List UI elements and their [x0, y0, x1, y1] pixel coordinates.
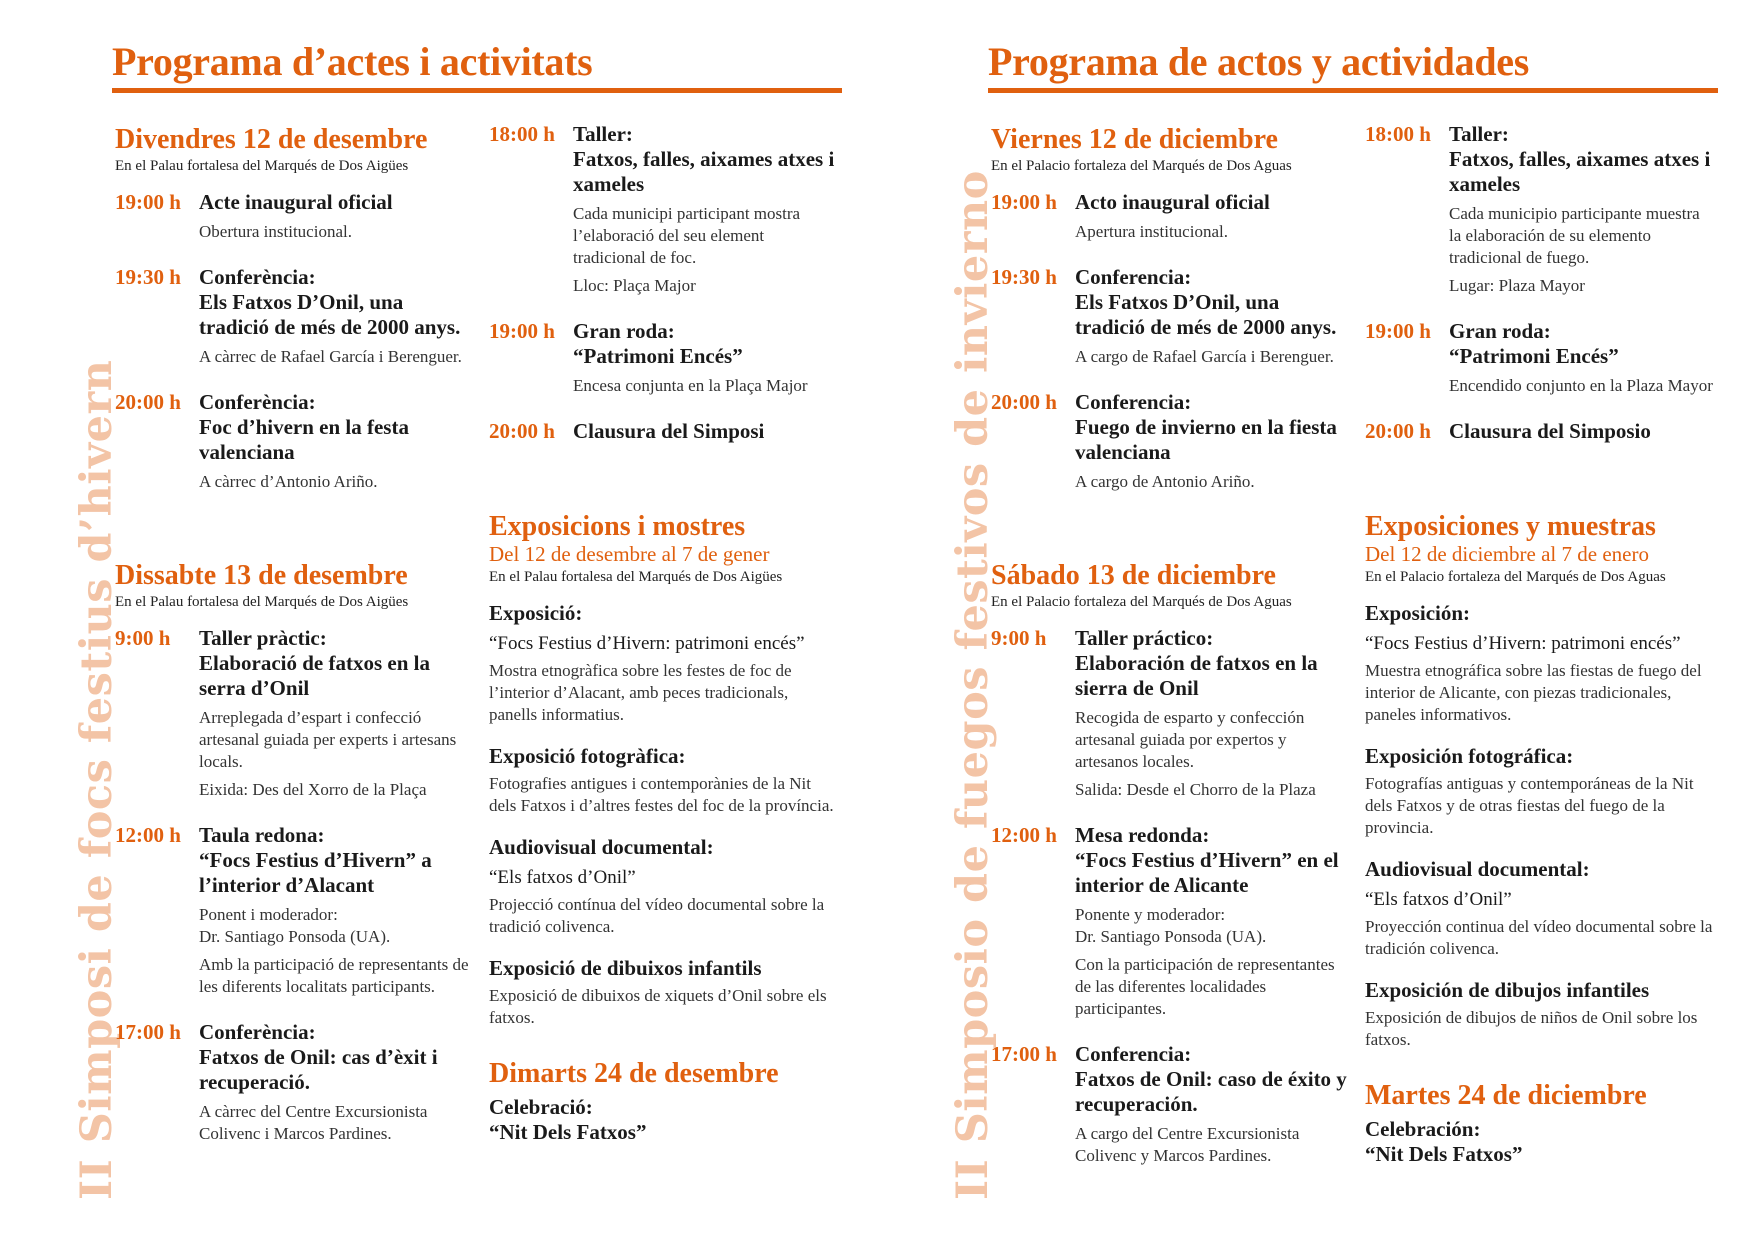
exhibit-description: Projecció contínua del vídeo documental sobre la tradició colivenca.: [489, 895, 825, 936]
title-rule: [112, 88, 842, 93]
event-description: Cada municipio participante muestra la elaboración de su elemento tradicional de fuego.: [1449, 204, 1700, 267]
schedule-event: [991, 1042, 1351, 1167]
event-description: Amb la participació de representants de les diferents localitats participants.: [199, 955, 469, 996]
day-title: Divendres 12 de desembre: [115, 124, 428, 155]
schedule-event: [115, 190, 475, 243]
spacer: [1365, 466, 1715, 512]
event-description: Ponente y moderador: Dr. Santiago Ponsoda (UA).: [1075, 905, 1267, 946]
event-description: A cargo del Centre Excursionista Colivenc y Marcos Pardines.: [1075, 1124, 1300, 1165]
event-heading: Taula redona: “Focs Festius d’Hivern” a l’interior d’Alacant: [199, 823, 432, 897]
event-body: [199, 265, 475, 368]
event-description: Lugar: Plaza Mayor: [1449, 276, 1585, 295]
exhibit-title: Exposició de dibuixos infantils: [489, 956, 762, 980]
schedule-event: [115, 390, 475, 493]
event-time: 9:00 h: [991, 626, 1047, 650]
event-body: [1075, 390, 1351, 493]
section-title: Exposiciones y muestras: [1365, 511, 1656, 542]
event-time: 18:00 h: [489, 122, 555, 146]
exhibit-quote: “Focs Festius d’Hivern: patrimoni encés”: [1365, 633, 1681, 654]
column-2: [1365, 122, 1715, 1189]
event-time: 19:30 h: [115, 265, 181, 289]
event-time: 19:00 h: [489, 319, 555, 343]
schedule-event: [1365, 419, 1715, 444]
event-body: [1075, 190, 1351, 243]
event-description: Cada municipi participant mostra l’elaboració del seu element tradicional de foc.: [573, 204, 801, 267]
schedule-event: [991, 265, 1351, 368]
schedule-event: [1365, 122, 1715, 297]
section-title: Exposicions i mostres: [489, 511, 746, 542]
schedule-event: [991, 390, 1351, 493]
event-heading: Taller: Fatxos, falles, aixames atxes i xameles: [573, 122, 835, 196]
event-heading: Clausura del Simposi: [573, 419, 765, 443]
event-time: 20:00 h: [115, 390, 181, 414]
right-panel: [988, 0, 1718, 1241]
event-description: Eixida: Des del Xorro de la Plaça: [199, 780, 427, 799]
event-description: A càrrec de Rafael García i Berenguer.: [199, 347, 462, 366]
schedule-event: [489, 122, 839, 297]
exhibit-title: Audiovisual documental:: [1365, 857, 1590, 881]
column-1: [991, 125, 1351, 1189]
day-title: Dimarts 24 de desembre: [489, 1058, 779, 1089]
schedule-event: [115, 265, 475, 368]
event-body: [1449, 319, 1715, 397]
event-description: Arreplegada d’espart i confecció artesanal guiada per experts i artesans locals.: [199, 708, 457, 771]
exhibit-description: Proyección continua del vídeo documental sobre la tradición colivenca.: [1365, 917, 1713, 958]
schedule-event: [115, 823, 475, 998]
venue-line: En el Palacio fortaleza del Marqués de Dos Aguas: [991, 158, 1292, 174]
spacer: [489, 1029, 839, 1059]
day-title: Martes 24 de diciembre: [1365, 1080, 1647, 1111]
event-heading: Celebración: “Nit Dels Fatxos”: [1365, 1117, 1523, 1166]
event-description: Recogida de esparto y confección artesanal guiada por expertos y artesanos locales.: [1075, 708, 1305, 771]
title-rule: [988, 88, 1718, 93]
event-heading: Celebració: “Nit Dels Fatxos”: [489, 1095, 647, 1144]
event-body: [573, 319, 839, 397]
event-time: 17:00 h: [115, 1020, 181, 1044]
event-time: 20:00 h: [1365, 419, 1431, 443]
event-heading: Taller: Fatxos, falles, aixames atxes i xameles: [1449, 122, 1711, 196]
event-description: A càrrec d’Antonio Ariño.: [199, 472, 378, 491]
exhibit-description: Fotografies antigues i contemporànies de la Nit dels Fatxos i d’altres festes del foc de la província.: [489, 774, 834, 815]
event-heading: Acto inaugural oficial: [1075, 190, 1270, 214]
event-body: [199, 626, 475, 801]
event-body: [573, 419, 839, 444]
event-time: 19:00 h: [115, 190, 181, 214]
event-description: Con la participación de representantes de las diferentes localidades participantes.: [1075, 955, 1335, 1018]
exhibit-description: Mostra etnogràfica sobre les festes de foc de l’interior d’Alacant, amb peces tradicionals, panells informatius.: [489, 661, 792, 724]
event-body: [573, 122, 839, 297]
event-description: Encendido conjunto en la Plaza Mayor: [1449, 376, 1713, 395]
exhibit-title: Exposición:: [1365, 601, 1471, 625]
spacer: [115, 515, 475, 561]
event-heading: Conferència: Foc d’hivern en la festa valenciana: [199, 390, 409, 464]
day-title: Sábado 13 de diciembre: [991, 560, 1276, 591]
column-2: [489, 122, 839, 1167]
event-time: 17:00 h: [991, 1042, 1057, 1066]
event-body: [1449, 122, 1715, 297]
page-title: Programa d’actes i activitats: [112, 39, 593, 84]
exhibit-description: Exposició de dibuixos de xiquets d’Onil sobre els fatxos.: [489, 986, 827, 1027]
event-description: A cargo de Antonio Ariño.: [1075, 472, 1255, 491]
event-heading: Conferencia: Fuego de invierno en la fiesta valenciana: [1075, 390, 1337, 464]
event-heading: Acte inaugural oficial: [199, 190, 393, 214]
event-body: [199, 823, 475, 998]
schedule-event: [115, 626, 475, 801]
exhibit-title: Audiovisual documental:: [489, 835, 714, 859]
day-title: Viernes 12 de diciembre: [991, 124, 1278, 155]
schedule-event: [115, 1020, 475, 1145]
event-body: [1449, 419, 1715, 444]
event-heading: Conferència: Els Fatxos D’Onil, una tradició de més de 2000 anys.: [199, 265, 461, 339]
event-description: Encesa conjunta en la Plaça Major: [573, 376, 808, 395]
schedule-event: [991, 626, 1351, 801]
left-side-title: II Simposi de focs festius d’hivern: [72, 359, 122, 1200]
venue-line: En el Palacio fortaleza del Marqués de Dos Aguas: [991, 594, 1292, 610]
event-body: [1075, 626, 1351, 801]
event-heading: Gran roda: “Patrimoni Encés”: [573, 319, 743, 368]
event-description: Apertura institucional.: [1075, 222, 1228, 241]
event-description: A càrrec del Centre Excursionista Colivenc i Marcos Pardines.: [199, 1102, 428, 1143]
spacer: [489, 466, 839, 512]
event-time: 20:00 h: [991, 390, 1057, 414]
event-description: Salida: Desde el Chorro de la Plaza: [1075, 780, 1316, 799]
schedule-event: [991, 190, 1351, 243]
event-description: Obertura institucional.: [199, 222, 352, 241]
exhibit-quote: “Els fatxos d’Onil”: [1365, 889, 1512, 910]
event-heading: Conferencia: Els Fatxos D’Onil, una tradició de més de 2000 anys.: [1075, 265, 1337, 339]
event-description: A cargo de Rafael García i Berenguer.: [1075, 347, 1334, 366]
event-time: 19:00 h: [1365, 319, 1431, 343]
left-panel: [112, 0, 842, 1241]
day-title: Dissabte 13 de desembre: [115, 560, 408, 591]
event-time: 9:00 h: [115, 626, 171, 650]
exhibit-quote: “Focs Festius d’Hivern: patrimoni encés”: [489, 633, 805, 654]
spacer: [991, 515, 1351, 561]
event-description: Ponent i moderador: Dr. Santiago Ponsoda (UA).: [199, 905, 391, 946]
column-1: [115, 125, 475, 1167]
exhibit-title: Exposició fotogràfica:: [489, 744, 686, 768]
event-time: 20:00 h: [489, 419, 555, 443]
exhibit-description: Fotografías antiguas y contemporáneas de la Nit dels Fatxos y de otras fiestas del fuego de la provincia.: [1365, 774, 1694, 837]
exhibit-title: Exposición de dibujos infantiles: [1365, 978, 1650, 1002]
event-body: [199, 390, 475, 493]
exhibit-description: Exposición de dibujos de niños de Onil sobre los fatxos.: [1365, 1008, 1698, 1049]
event-description: Lloc: Plaça Major: [573, 276, 696, 295]
event-heading: Conferencia: Fatxos de Onil: caso de éxito y recuperación.: [1075, 1042, 1347, 1116]
schedule-event: [489, 319, 839, 397]
section-dates: Del 12 de diciembre al 7 de enero: [1365, 542, 1649, 566]
venue-line: En el Palacio fortaleza del Marqués de Dos Aguas: [1365, 569, 1666, 585]
venue-line: En el Palau fortalesa del Marqués de Dos Aigües: [489, 569, 783, 585]
exhibit-description: Muestra etnográfica sobre las fiestas de fuego del interior de Alicante, con piezas tradicionales, paneles informativos.: [1365, 661, 1702, 724]
event-time: 19:30 h: [991, 265, 1057, 289]
schedule-event: [1365, 319, 1715, 397]
exhibit-title: Exposición fotográfica:: [1365, 744, 1574, 768]
event-heading: Conferència: Fatxos de Onil: cas d’èxit i recuperació.: [199, 1020, 438, 1094]
event-body: [199, 1020, 475, 1145]
exhibit-quote: “Els fatxos d’Onil”: [489, 867, 636, 888]
event-heading: Taller práctico: Elaboración de fatxos en la sierra de Onil: [1075, 626, 1318, 700]
event-body: [199, 190, 475, 243]
event-time: 18:00 h: [1365, 122, 1431, 146]
exhibit-title: Exposició:: [489, 601, 583, 625]
event-body: [1075, 265, 1351, 368]
event-time: 12:00 h: [991, 823, 1057, 847]
right-side-title: II Simposio de fuegos festivos de invierno: [948, 170, 998, 1200]
schedule-event: [489, 419, 839, 444]
event-time: 12:00 h: [115, 823, 181, 847]
event-heading: Mesa redonda: “Focs Festius d’Hivern” en el interior de Alicante: [1075, 823, 1339, 897]
section-dates: Del 12 de desembre al 7 de gener: [489, 542, 770, 566]
spacer: [1365, 1051, 1715, 1081]
event-body: [1075, 823, 1351, 1020]
event-heading: Gran roda: “Patrimoni Encés”: [1449, 319, 1619, 368]
venue-line: En el Palau fortalesa del Marqués de Dos Aigües: [115, 158, 409, 174]
event-body: [1075, 1042, 1351, 1167]
schedule-event: [991, 823, 1351, 1020]
page-title: Programa de actos y actividades: [988, 39, 1529, 84]
event-time: 19:00 h: [991, 190, 1057, 214]
venue-line: En el Palau fortalesa del Marqués de Dos Aigües: [115, 594, 409, 610]
event-heading: Clausura del Simposio: [1449, 419, 1651, 443]
event-heading: Taller pràctic: Elaboració de fatxos en la serra d’Onil: [199, 626, 430, 700]
